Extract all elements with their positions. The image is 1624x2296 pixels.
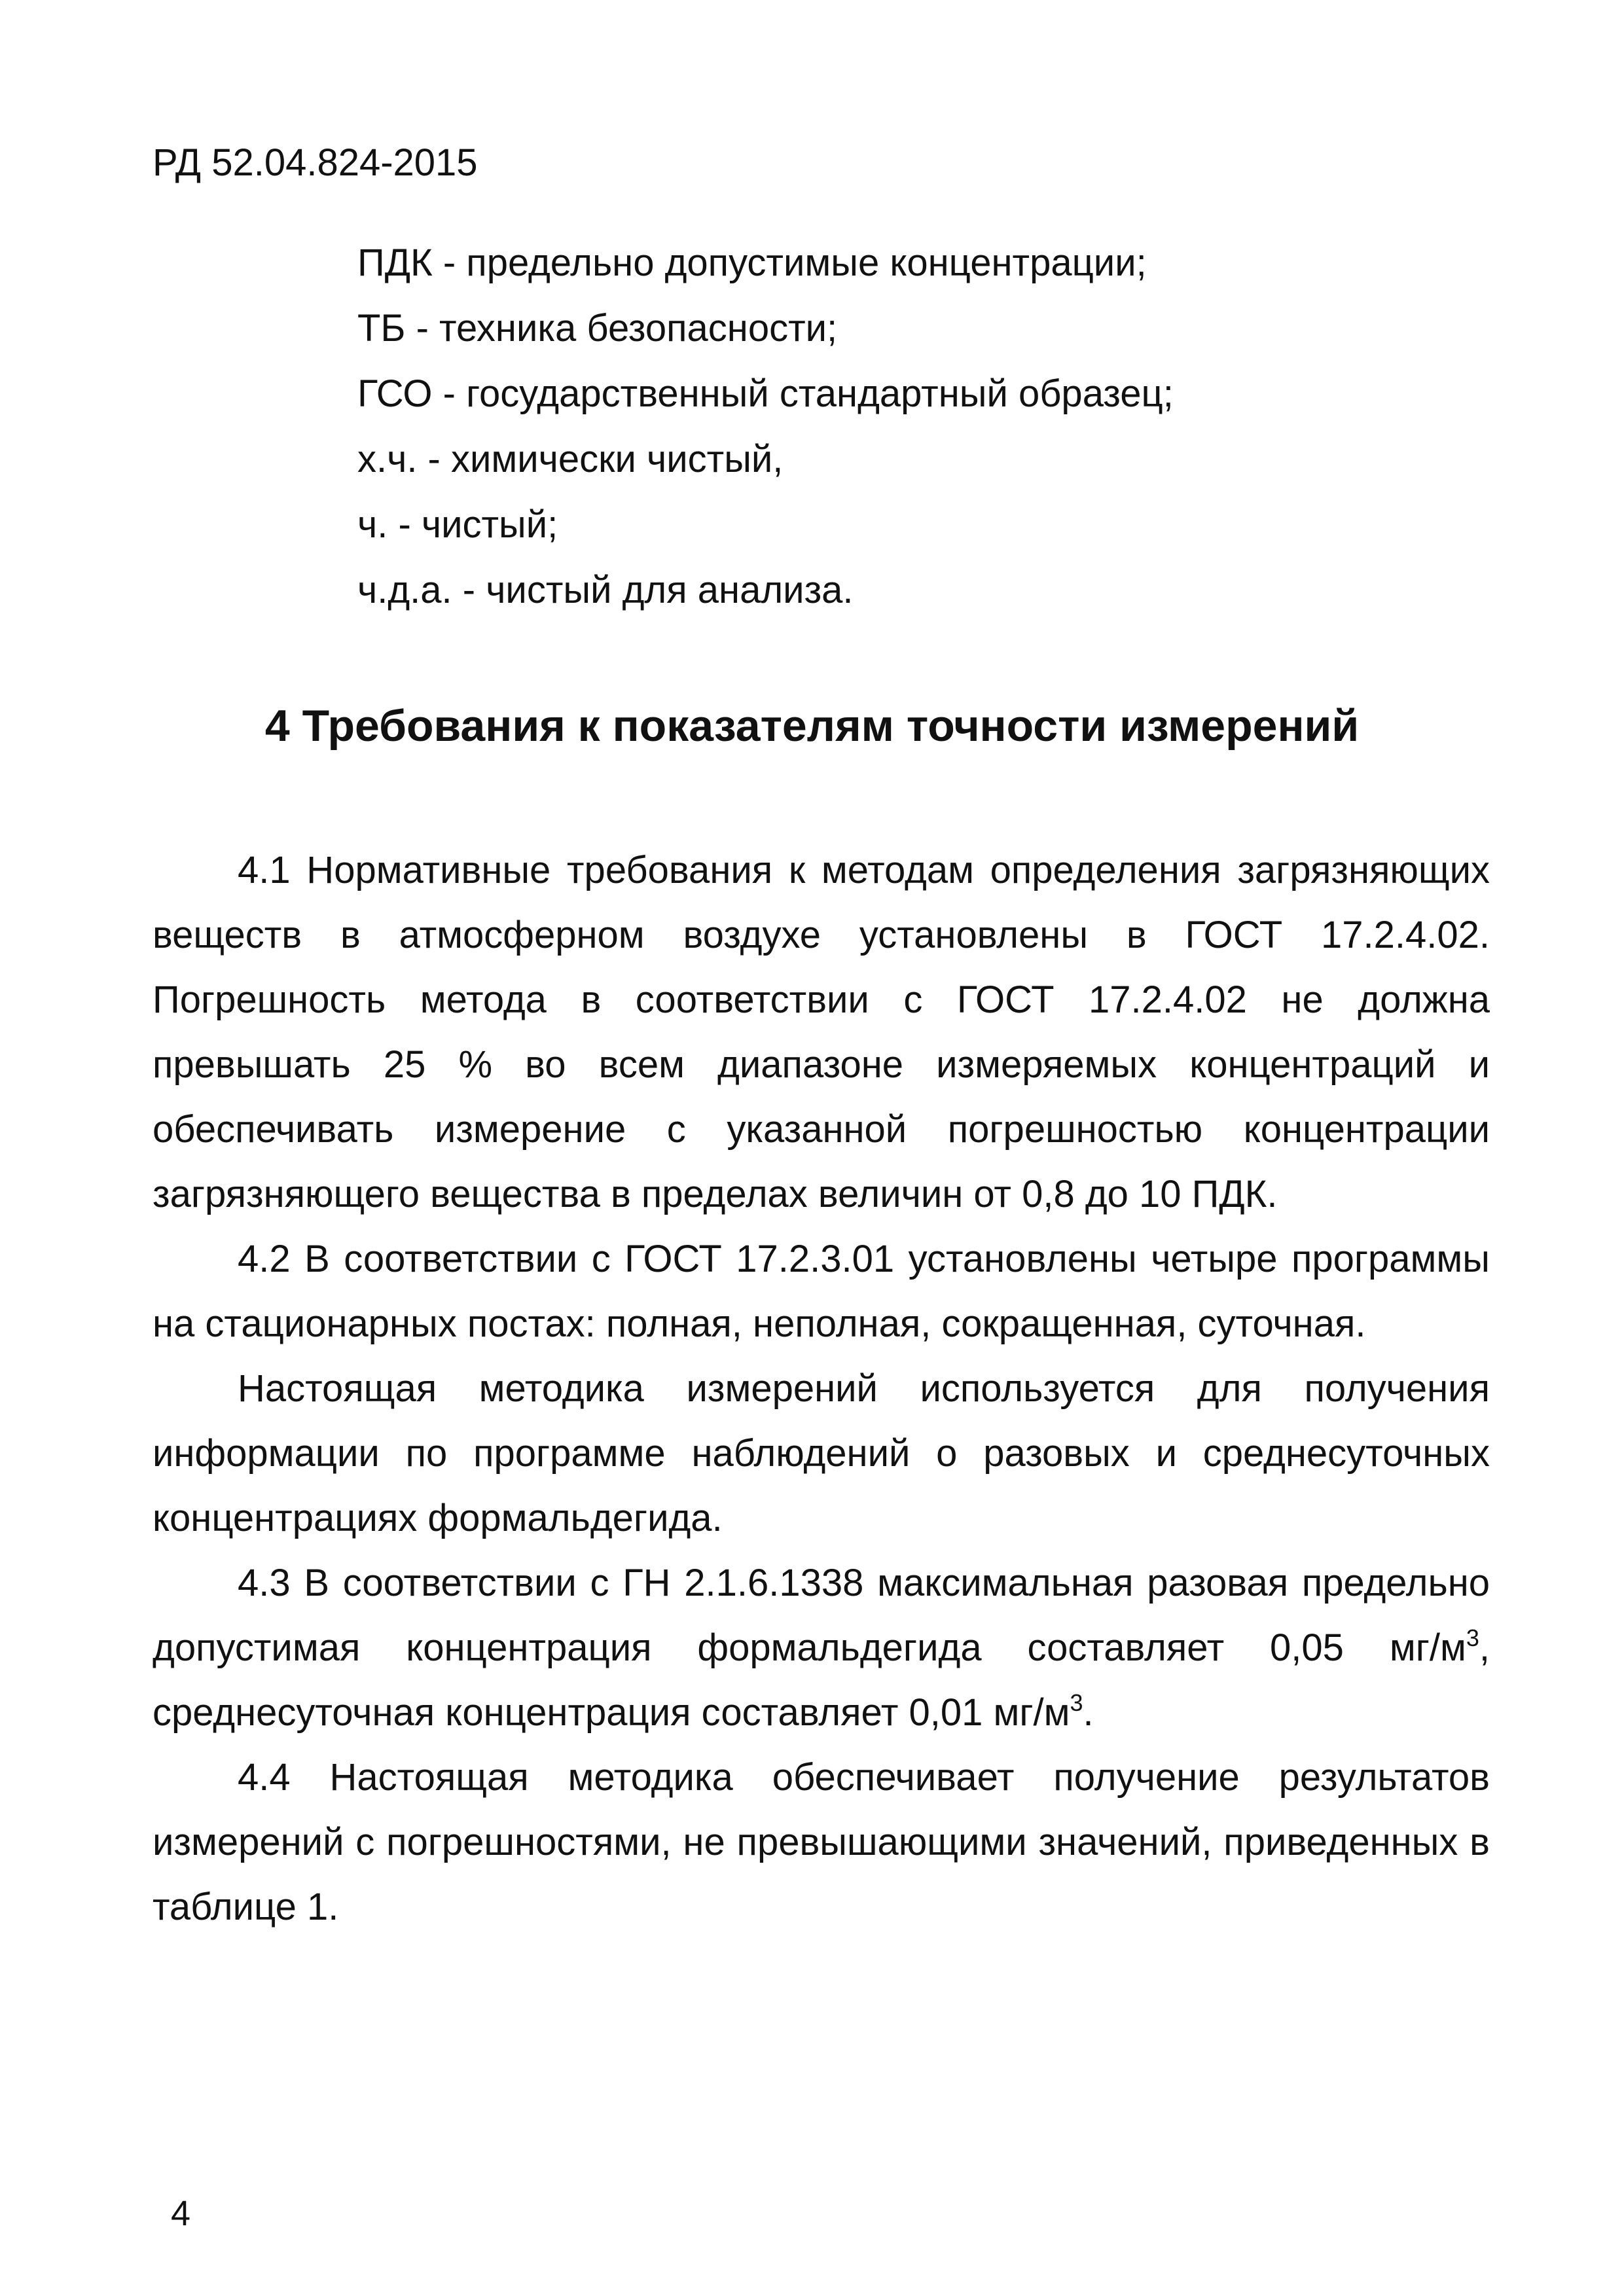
paragraph-4-2-continued: Настоящая методика измерений используется для получения информации по программе наблюдений о разовых и среднесуточных концентрациях формальдегида. xyxy=(153,1367,1490,1539)
paragraph-4-1: 4.1 Нормативные требования к методам определения загрязняющих веществ в атмосферном воздухе установлены в ГОСТ 17.2.4.02. Погрешность метода в соответствии с ГОСТ 17.2.4.02 не должна превышать 25 % во всем диапазоне измеряемых концентраций и обеспечивать измерение с указанной погрешностью концентрации загрязняющего вещества в пределах величин от 0,8 до 10 ПДК. xyxy=(153,849,1490,1215)
abbreviation-item: ПДК - предельно допустимые концентрации; xyxy=(357,242,1147,284)
abbreviation-item: ч. - чистый; xyxy=(357,503,558,546)
page-number: 4 xyxy=(171,2194,191,2233)
paragraph-4-3 xyxy=(153,1551,1490,1745)
section-body xyxy=(153,838,1490,1939)
document-code: РД 52.04.824-2015 xyxy=(153,141,478,184)
paragraph-4-3-text: . xyxy=(1083,1691,1094,1734)
section-heading: 4 Требования к показателям точности измерений xyxy=(264,701,1360,751)
abbreviation-list xyxy=(357,230,1174,623)
abbreviation-item: х.ч. - химически чистый, xyxy=(357,438,784,480)
paragraph-4-2: 4.2 В соответствии с ГОСТ 17.2.3.01 установлены четыре программы на стационарных постах: полная, неполная, сокращенная, суточная. xyxy=(153,1238,1490,1345)
paragraph-4-4: 4.4 Настоящая методика обеспечивает получение результатов измерений с погрешностями, не превышающими значений, приведенных в таблице 1. xyxy=(153,1756,1490,1928)
superscript-cube: 3 xyxy=(1466,1624,1479,1651)
paragraph-4-3-text: 4.3 В соответствии с ГН 2.1.6.1338 максимальная разовая предельно допустимая концентрация формальдегида составляет 0,05 мг/м xyxy=(153,1562,1490,1669)
abbreviation-item: ГСО - государственный стандартный образец; xyxy=(357,372,1174,415)
abbreviation-item: ТБ - техника безопасности; xyxy=(357,307,838,350)
abbreviation-item: ч.д.а. - чистый для анализа. xyxy=(357,569,854,611)
paragraph-4-3-text: , среднесуточная концентрация составляет 0,01 мг/м xyxy=(153,1626,1490,1734)
superscript-cube: 3 xyxy=(1070,1689,1083,1716)
